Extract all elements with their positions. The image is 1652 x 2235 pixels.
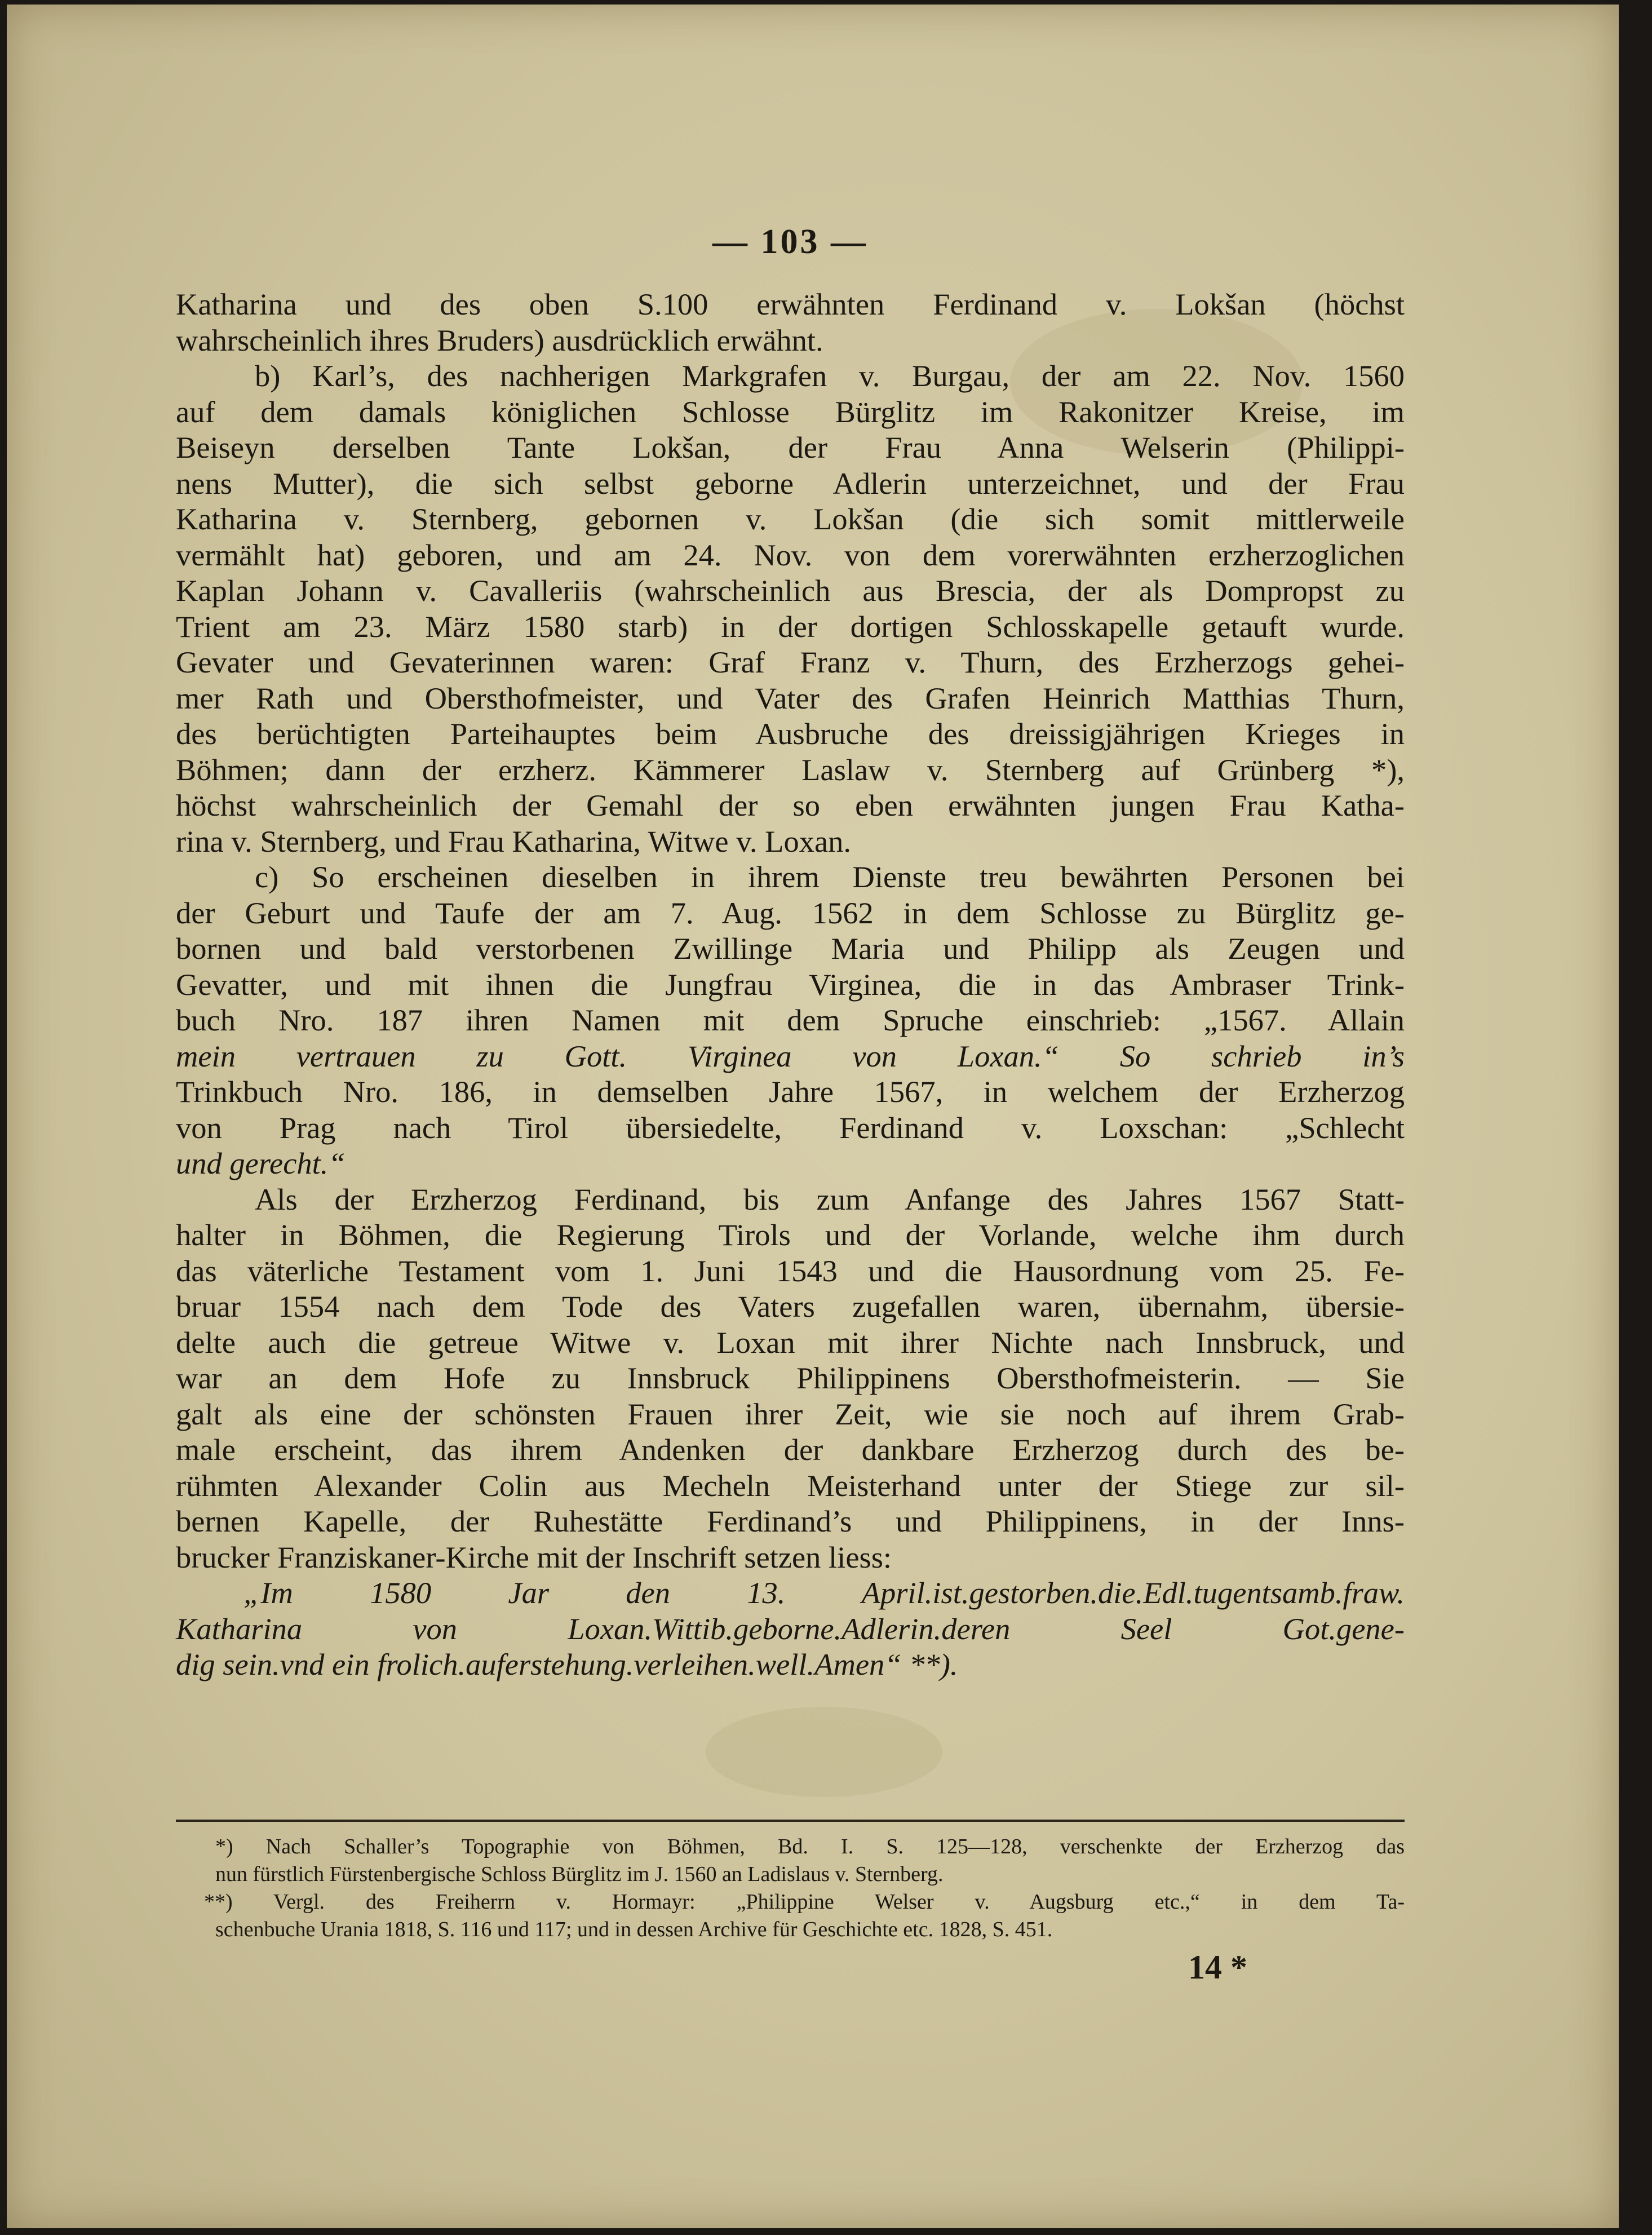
inscription-line: „Im 1580 Jar den 13. April.ist.gestorben.die.Edl.tugentsamb.fraw. xyxy=(243,1575,1405,1610)
text-line: nens Mutter), die sich selbst geborne Adlerin unterzeichnet, und der Frau xyxy=(176,466,1405,501)
footnotes xyxy=(176,1833,1405,1944)
footnote-line: *) Nach Schaller’s Topographie von Böhmen, Bd. I. S. 125—128, verschenkte der Erzherzog das xyxy=(215,1835,1405,1858)
text-line: galt als eine der schönsten Frauen ihrer Zeit, wie sie noch auf ihrem Grab- xyxy=(176,1396,1405,1431)
inscription-line: Katharina von Loxan.Wittib.geborne.Adlerin.deren Seel Got.gene- xyxy=(176,1611,1405,1646)
text-line: Gevatter, und mit ihnen die Jungfrau Virginea, die in das Ambraser Trink- xyxy=(176,967,1405,1002)
text-line: Als der Erzherzog Ferdinand, bis zum Anfange des Jahres 1567 Statt- xyxy=(255,1181,1405,1216)
text-line: buch Nro. 187 ihren Namen mit dem Spruche einschrieb: „1567. Allain xyxy=(176,1003,1405,1037)
text-line: mein vertrauen zu Gott. Virginea von Loxan.“ So schrieb in’s xyxy=(176,1038,1405,1073)
footnote-line: schenbuche Urania 1818, S. 116 und 117; und in dessen Archive für Geschichte etc. 1828, S. 451. xyxy=(215,1918,1053,1941)
text-line: höchst wahrscheinlich der Gemahl der so eben erwähnten jungen Frau Katha- xyxy=(176,788,1405,822)
text-line: des berüchtigten Parteihauptes beim Ausbruche des dreissigjährigen Krieges in xyxy=(176,716,1405,751)
body-text xyxy=(176,286,1405,1683)
text-line: wahrscheinlich ihres Bruders) ausdrücklich erwähnt. xyxy=(176,322,823,357)
text-line: mer Rath und Obersthofmeister, und Vater des Grafen Heinrich Matthias Thurn, xyxy=(176,680,1405,715)
text-line: rina v. Sternberg, und Frau Katharina, Witwe v. Loxan. xyxy=(176,824,852,858)
footnote-line: nun fürstlich Fürstenbergische Schloss Bürglitz im J. 1560 an Ladislaus v. Sternberg. xyxy=(215,1862,944,1886)
paper-stain xyxy=(706,1707,942,1797)
text-line: Beiseyn derselben Tante Lokšan, der Frau Anna Welserin (Philippi- xyxy=(176,430,1405,464)
text-line: Trient am 23. März 1580 starb) in der dortigen Schlosskapelle getauft wurde. xyxy=(176,609,1405,644)
text-line: b) Karl’s, des nachherigen Markgrafen v. Burgau, der am 22. Nov. 1560 xyxy=(255,359,1405,393)
text-line: der Geburt und Taufe der am 7. Aug. 1562 in dem Schlosse zu Bürglitz ge- xyxy=(176,895,1405,930)
footnote-line: **) Vergl. des Freiherrn v. Hormayr: „Philippine Welser v. Augsburg etc.,“ in dem Ta- xyxy=(204,1890,1405,1914)
text-line: war an dem Hofe zu Innsbruck Philippinens Obersthofmeisterin. — Sie xyxy=(176,1361,1405,1395)
text-line: auf dem damals königlichen Schlosse Bürglitz im Rakonitzer Kreise, im xyxy=(176,394,1405,429)
text-line: Kaplan Johann v. Cavalleriis (wahrscheinlich aus Brescia, der als Dompropst zu xyxy=(176,573,1405,608)
text-line: rühmten Alexander Colin aus Mecheln Meisterhand unter der Stiege zur sil- xyxy=(176,1468,1405,1503)
text-line: Gevater und Gevaterinnen waren: Graf Franz v. Thurn, des Erzherzogs gehei- xyxy=(176,645,1405,679)
text-line: bornen und bald verstorbenen Zwillinge Maria und Philipp als Zeugen und xyxy=(176,931,1405,966)
text-line: bernen Kapelle, der Ruhestätte Ferdinand’s und Philippinens, in der Inns- xyxy=(176,1504,1405,1538)
book-page xyxy=(7,5,1619,2228)
inscription-line: dig sein.vnd ein frolich.auferstehung.verleihen.well.Amen“ **). xyxy=(176,1647,958,1681)
text-line: Böhmen; dann der erzherz. Kämmerer Laslaw v. Sternberg auf Grünberg *), xyxy=(176,752,1405,787)
text-line: vermählt hat) geboren, und am 24. Nov. von dem vorerwähnten erzherzoglichen xyxy=(176,537,1405,572)
page-number: — 103 — xyxy=(712,223,868,261)
text-line: Katharina und des oben S.100 erwähnten Ferdinand v. Lokšan (höchst xyxy=(176,287,1405,321)
text-line: brucker Franziskaner-Kirche mit der Inschrift setzen liess: xyxy=(176,1539,892,1574)
text-line: c) So erscheinen dieselben in ihrem Dienste treu bewährten Personen bei xyxy=(255,860,1405,894)
text-line: das väterliche Testament vom 1. Juni 1543 und die Hausordnung vom 25. Fe- xyxy=(176,1253,1405,1288)
text-line: Trinkbuch Nro. 186, in demselben Jahre 1567, in welchem der Erzherzog xyxy=(176,1074,1405,1109)
text-line: halter in Böhmen, die Regierung Tirols und der Vorlande, welche ihm durch xyxy=(176,1218,1405,1252)
text-line: bruar 1554 nach dem Tode des Vaters zugefallen waren, übernahm, übersie- xyxy=(176,1289,1405,1324)
text-line: von Prag nach Tirol übersiedelte, Ferdinand v. Loxschan: „Schlecht xyxy=(176,1110,1405,1145)
footnote-divider xyxy=(176,1820,1405,1822)
signature-mark: 14 * xyxy=(1188,1949,1247,1986)
text-line: delte auch die getreue Witwe v. Loxan mit ihrer Nichte nach Innsbruck, und xyxy=(176,1325,1405,1360)
text-line: male erscheint, das ihrem Andenken der dankbare Erzherzog durch des be- xyxy=(176,1432,1405,1467)
text-line: und gerecht.“ xyxy=(176,1146,346,1180)
text-line: Katharina v. Sternberg, gebornen v. Lokšan (die sich somit mittlerweile xyxy=(176,502,1405,536)
